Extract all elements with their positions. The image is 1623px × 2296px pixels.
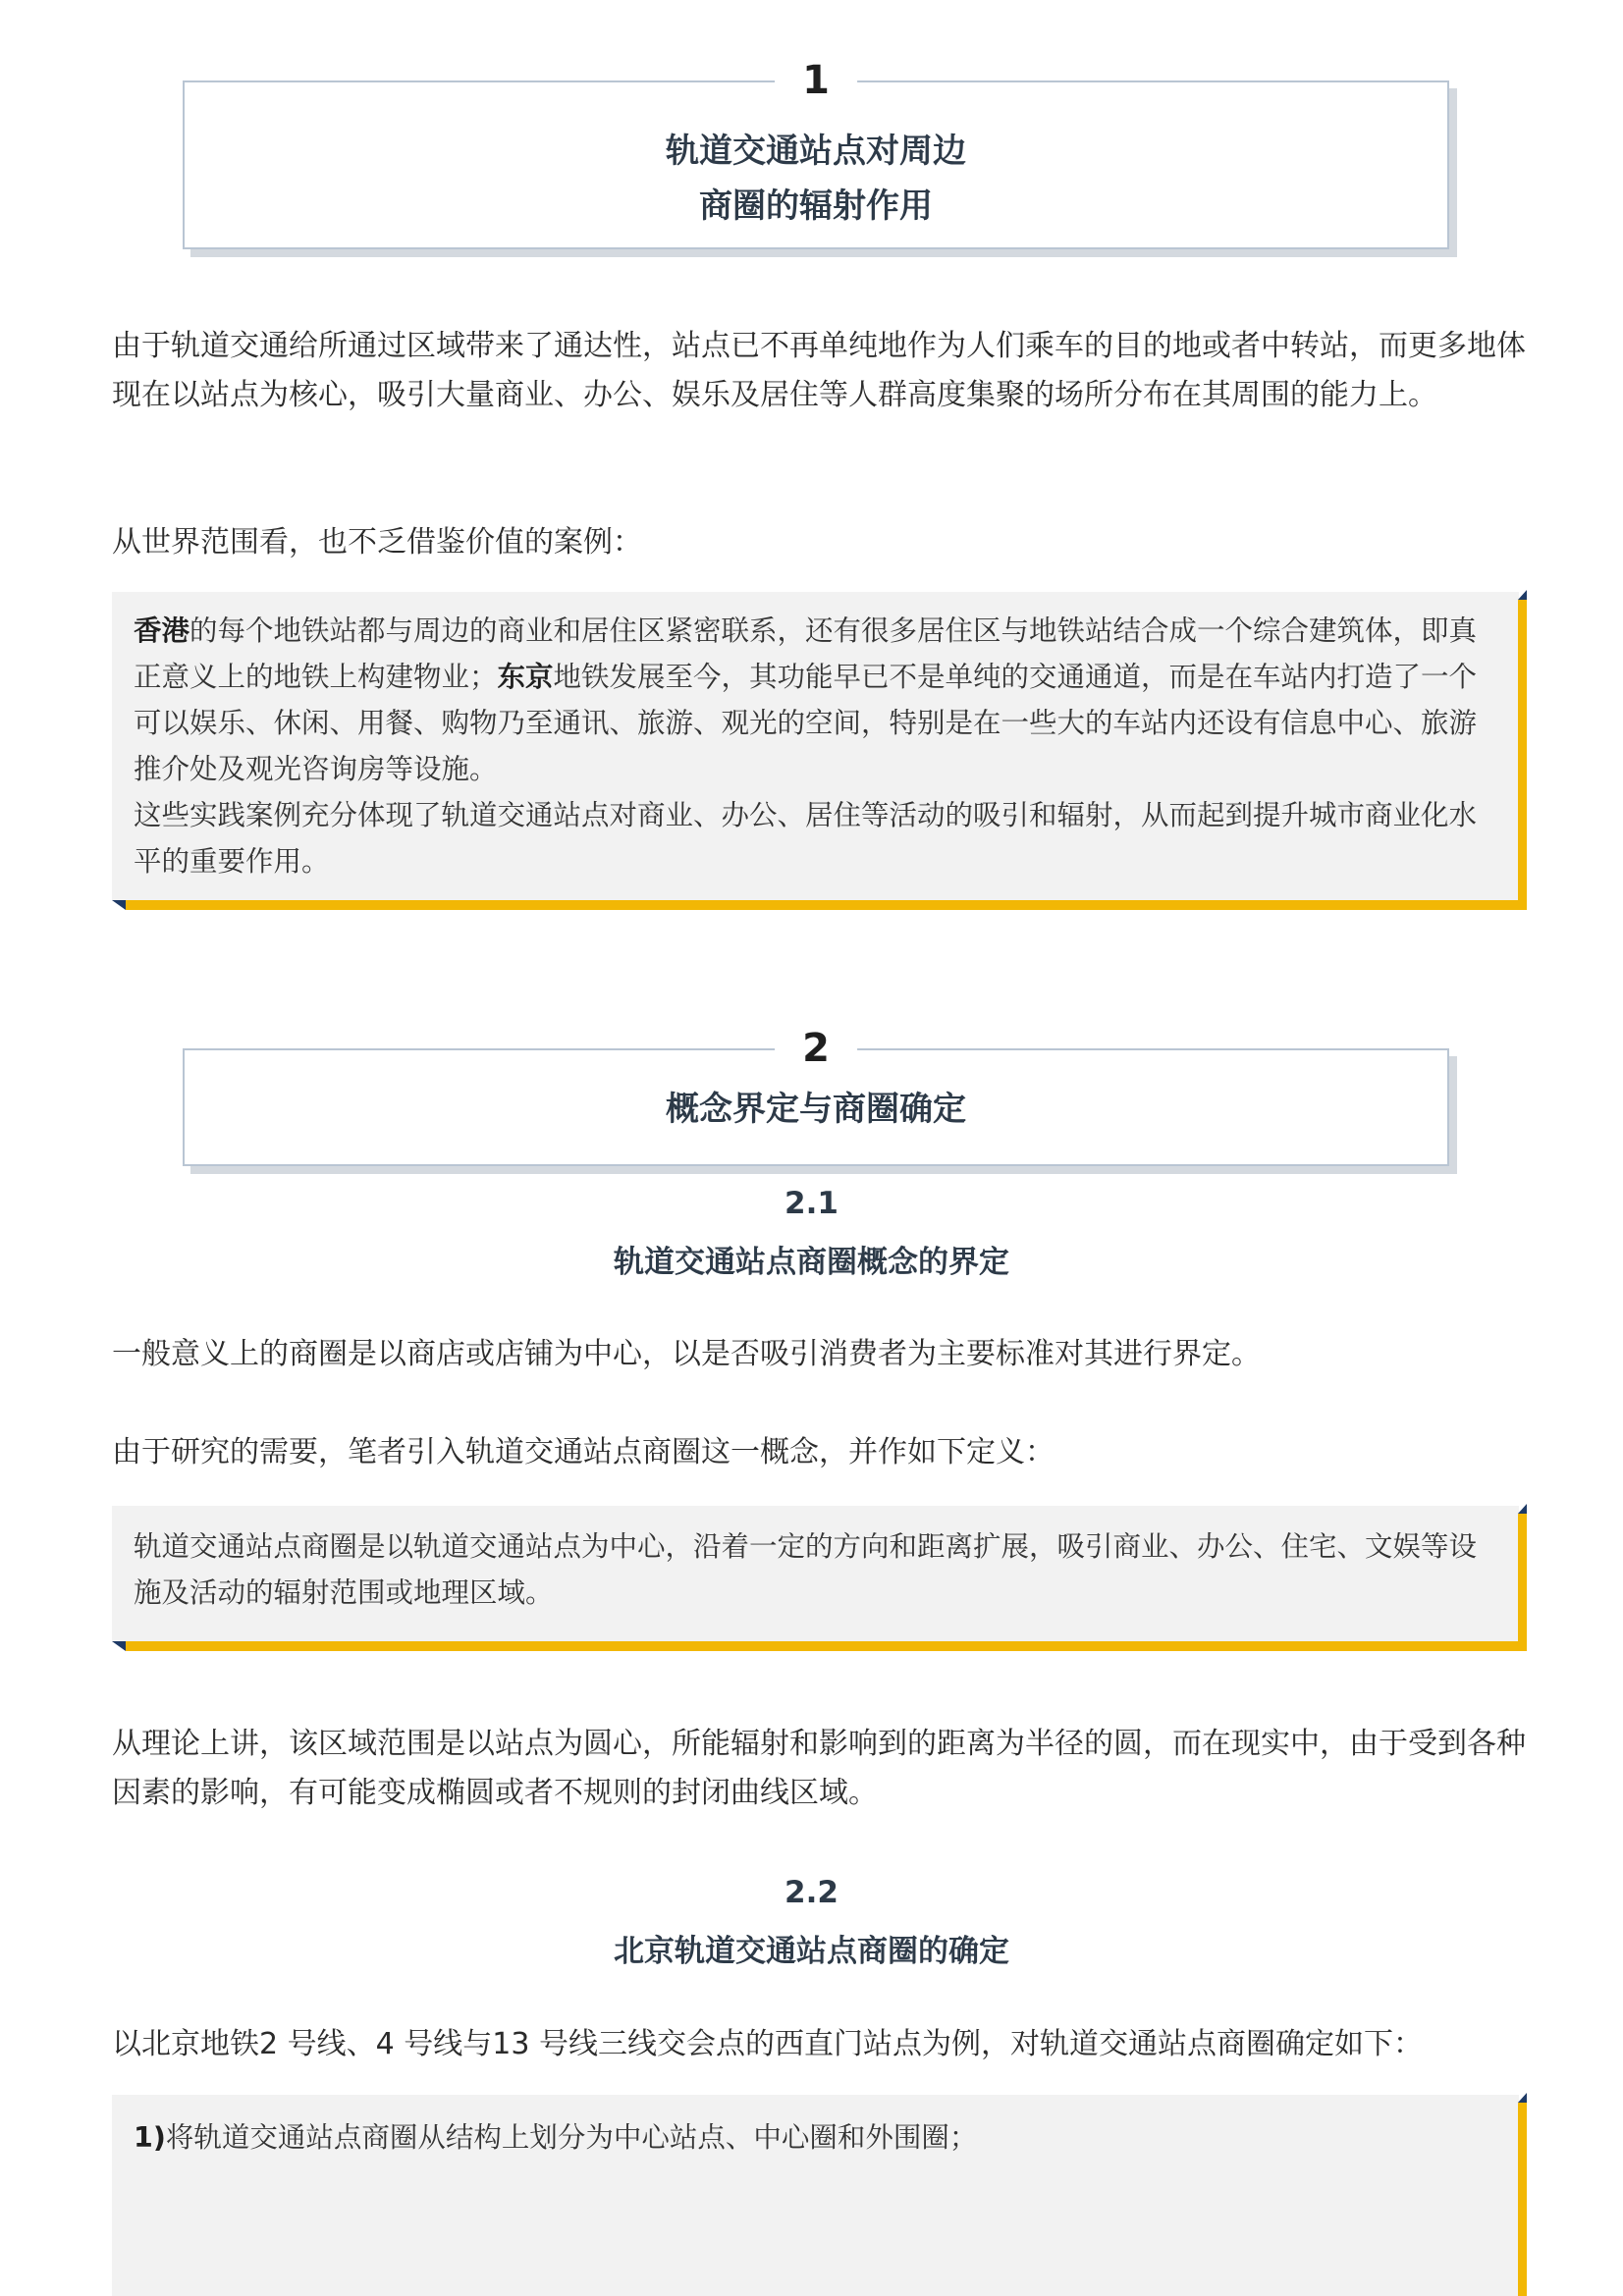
section-2-header bbox=[183, 1026, 1449, 1166]
subsection-title: 北京轨道交通站点商圈的确定 bbox=[614, 1934, 1009, 1969]
corner-triangle-top-right bbox=[1518, 590, 1527, 600]
section-title-line1: 轨道交通站点对周边 bbox=[666, 132, 966, 171]
list-item bbox=[134, 2114, 1493, 2161]
corner-triangle-bottom-left bbox=[112, 900, 126, 910]
subsection-title: 轨道交通站点商圈概念的界定 bbox=[614, 1245, 1009, 1280]
body-paragraph: 以北京地铁2 号线、4 号线与13 号线三线交会点的西直门站点为例，对轨道交通站点商圈确定如下： bbox=[112, 2027, 1423, 2061]
accent-bar-right bbox=[1518, 600, 1527, 908]
accent-bar-bottom bbox=[126, 1641, 1527, 1651]
definition-text: 轨道交通站点商圈是以轨道交通站点为中心，沿着一定的方向和距离扩展，吸引商业、办公、住宅、文娱等设施及活动的辐射范围或地理区域。 bbox=[134, 1530, 1478, 1609]
list-item-number: 1) bbox=[134, 2121, 166, 2154]
case-quote-box bbox=[112, 592, 1519, 900]
section-number: 1 bbox=[775, 61, 857, 100]
case-quote-text bbox=[134, 608, 1493, 792]
tokyo-label: 东京 bbox=[497, 661, 554, 693]
intro-lead-in: 从世界范围看，也不乏借鉴价值的案例： bbox=[112, 525, 642, 560]
accent-bar-right bbox=[1518, 2103, 1527, 2296]
body-paragraph: 由于研究的需要，笔者引入轨道交通站点商圈这一概念，并作如下定义： bbox=[112, 1435, 1055, 1469]
list-item-text: 将轨道交通站点商圈从结构上划分为中心站点、中心圈和外围圈； bbox=[165, 2121, 978, 2154]
subsection-number: 2.1 bbox=[784, 1186, 839, 1221]
tokyo-text: 地铁发展至今，其功能早已不是单纯的交通通道，而是在车站内打造了一个可以娱乐、休闲、用餐、购物乃至通讯、旅游、观光的空间，特别是在一些大的车站内还设有信息中心、旅游推介处及观光咨询房等设施。 bbox=[134, 661, 1478, 785]
subsection-number: 2.2 bbox=[784, 1875, 839, 1910]
definition-quote-box bbox=[112, 1506, 1519, 1641]
hong-kong-text: 的每个地铁站都与周边的商业和居住区紧密联系，还有很多居住区与地铁站结合成一个综合建筑体，即真正意义上的地铁上构建物业； bbox=[134, 614, 1478, 693]
body-paragraph: 一般意义上的商圈是以商店或店铺为中心，以是否吸引消费者为主要标准对其进行界定。 bbox=[112, 1337, 1261, 1371]
accent-bar-right bbox=[1518, 1514, 1527, 1649]
corner-triangle-bottom-left bbox=[112, 1641, 126, 1651]
section-number: 2 bbox=[775, 1029, 857, 1068]
accent-bar-bottom bbox=[126, 900, 1527, 910]
section-1-header bbox=[183, 58, 1449, 249]
corner-triangle-top-right bbox=[1518, 1504, 1527, 1514]
section-title-line2: 商圈的辐射作用 bbox=[699, 187, 933, 226]
intro-paragraph: 由于轨道交通给所通过区域带来了通达性，站点已不再单纯地作为人们乘车的目的地或者中转站，而更多地体现在以站点为核心，吸引大量商业、办公、娱乐及居住等人群高度集聚的场所分布在其周围的能力上。 bbox=[112, 329, 1526, 412]
corner-triangle-top-right bbox=[1518, 2093, 1527, 2103]
body-paragraph: 从理论上讲，该区域范围是以站点为圆心，所能辐射和影响到的距离为半径的圆，而在现实中，由于受到各种因素的影响，有可能变成椭圆或者不规则的封闭曲线区域。 bbox=[112, 1727, 1526, 1810]
section-title: 概念界定与商圈确定 bbox=[666, 1090, 966, 1129]
list-quote-box bbox=[112, 2095, 1519, 2296]
hong-kong-label: 香港 bbox=[134, 614, 190, 647]
case-summary-text: 这些实践案例充分体现了轨道交通站点对商业、办公、居住等活动的吸引和辐射，从而起到提升城市商业化水平的重要作用。 bbox=[134, 799, 1478, 878]
